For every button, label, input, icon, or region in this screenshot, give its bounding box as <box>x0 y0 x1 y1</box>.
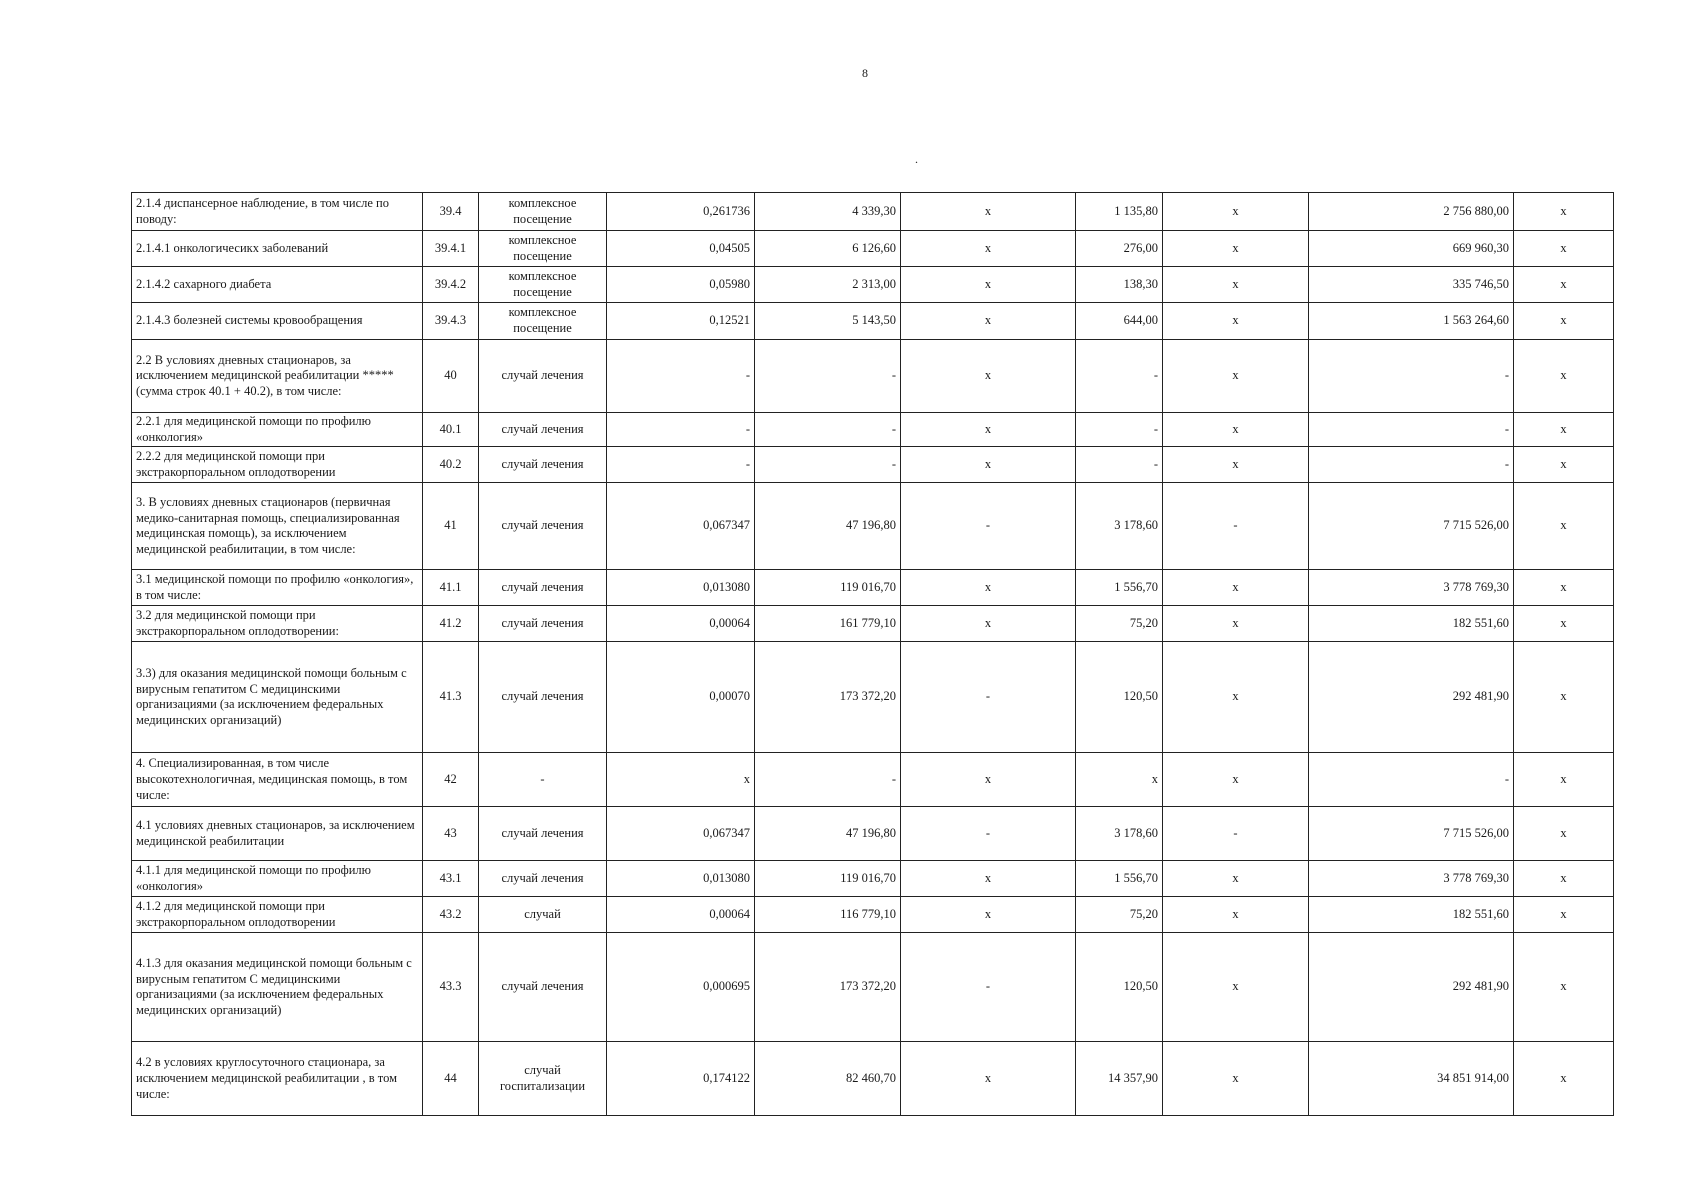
row-per-capita: 3 178,60 <box>1076 483 1163 570</box>
row-cost: 173 372,20 <box>755 642 901 753</box>
row-coefficient: 0,12521 <box>607 303 755 340</box>
row-col8: x <box>1163 413 1309 447</box>
row-unit: случай лечения <box>479 570 607 606</box>
row-col8: x <box>1163 1042 1309 1116</box>
row-name: 4. Специализированная, в том числе высокотехнологичная, медицинская помощь, в том числе: <box>132 753 423 807</box>
row-per-capita: 120,50 <box>1076 642 1163 753</box>
row-col10: x <box>1514 897 1614 933</box>
row-coefficient: 0,00064 <box>607 606 755 642</box>
row-unit: случай лечения <box>479 861 607 897</box>
row-coefficient: 0,067347 <box>607 483 755 570</box>
table-row <box>132 231 1614 267</box>
row-col10: x <box>1514 642 1614 753</box>
table-row <box>132 606 1614 642</box>
row-col10: x <box>1514 303 1614 340</box>
row-col10: x <box>1514 340 1614 413</box>
row-col6: x <box>901 753 1076 807</box>
row-total: 292 481,90 <box>1309 642 1514 753</box>
row-cost: 119 016,70 <box>755 861 901 897</box>
table-row <box>132 933 1614 1042</box>
row-per-capita: 138,30 <box>1076 267 1163 303</box>
row-coefficient: 0,00070 <box>607 642 755 753</box>
table-row <box>132 413 1614 447</box>
row-per-capita: 14 357,90 <box>1076 1042 1163 1116</box>
row-coefficient: 0,000695 <box>607 933 755 1042</box>
row-code: 41.2 <box>423 606 479 642</box>
row-col8: x <box>1163 753 1309 807</box>
row-col6: - <box>901 807 1076 861</box>
row-code: 39.4 <box>423 193 479 231</box>
row-name: 2.2 В условиях дневных стационаров, за исключением медицинской реабилитации ***** (сумма строк 40.1 + 40.2), в том числе: <box>132 340 423 413</box>
row-unit: случай лечения <box>479 642 607 753</box>
row-name: 3.2 для медицинской помощи при экстракорпоральном оплодотворении: <box>132 606 423 642</box>
row-col8: - <box>1163 807 1309 861</box>
row-cost: - <box>755 340 901 413</box>
row-coefficient: 0,174122 <box>607 1042 755 1116</box>
row-name: 2.1.4.1 онкологичесикх заболеваний <box>132 231 423 267</box>
row-unit: случай лечения <box>479 933 607 1042</box>
row-total: 2 756 880,00 <box>1309 193 1514 231</box>
row-col10: x <box>1514 807 1614 861</box>
row-unit: случай лечения <box>479 447 607 483</box>
row-col8: x <box>1163 642 1309 753</box>
row-code: 40.2 <box>423 447 479 483</box>
row-unit: случай лечения <box>479 340 607 413</box>
row-total: 292 481,90 <box>1309 933 1514 1042</box>
row-total: - <box>1309 753 1514 807</box>
row-col10: x <box>1514 447 1614 483</box>
row-code: 40 <box>423 340 479 413</box>
row-name: 3.1 медицинской помощи по профилю «онкология», в том числе: <box>132 570 423 606</box>
row-coefficient: 0,05980 <box>607 267 755 303</box>
row-code: 43.2 <box>423 897 479 933</box>
row-col6: - <box>901 483 1076 570</box>
row-per-capita: 1 135,80 <box>1076 193 1163 231</box>
row-code: 43 <box>423 807 479 861</box>
row-total: 3 778 769,30 <box>1309 570 1514 606</box>
row-col10: x <box>1514 413 1614 447</box>
row-name: 2.1.4.2 сахарного диабета <box>132 267 423 303</box>
row-per-capita: 276,00 <box>1076 231 1163 267</box>
row-total: - <box>1309 340 1514 413</box>
row-col6: x <box>901 861 1076 897</box>
table-row <box>132 897 1614 933</box>
row-name: 4.1.1 для медицинской помощи по профилю «онкология» <box>132 861 423 897</box>
row-coefficient: 0,04505 <box>607 231 755 267</box>
row-per-capita: 120,50 <box>1076 933 1163 1042</box>
row-total: 3 778 769,30 <box>1309 861 1514 897</box>
row-cost: 5 143,50 <box>755 303 901 340</box>
row-col10: x <box>1514 231 1614 267</box>
row-col8: x <box>1163 861 1309 897</box>
row-col10: x <box>1514 861 1614 897</box>
row-col8: x <box>1163 570 1309 606</box>
row-coefficient: - <box>607 413 755 447</box>
table-row <box>132 483 1614 570</box>
row-unit: случай лечения <box>479 807 607 861</box>
row-col8: x <box>1163 267 1309 303</box>
row-total: 182 551,60 <box>1309 897 1514 933</box>
row-unit: комплексное посещение <box>479 231 607 267</box>
table-row <box>132 861 1614 897</box>
row-cost: - <box>755 447 901 483</box>
row-col6: x <box>901 447 1076 483</box>
row-name: 2.2.2 для медицинской помощи при экстракорпоральном оплодотворении <box>132 447 423 483</box>
row-col10: x <box>1514 606 1614 642</box>
row-per-capita: 1 556,70 <box>1076 861 1163 897</box>
row-cost: - <box>755 753 901 807</box>
row-coefficient: x <box>607 753 755 807</box>
row-col6: x <box>901 193 1076 231</box>
row-col6: x <box>901 1042 1076 1116</box>
row-coefficient: 0,013080 <box>607 570 755 606</box>
row-col8: x <box>1163 606 1309 642</box>
row-per-capita: x <box>1076 753 1163 807</box>
row-per-capita: - <box>1076 340 1163 413</box>
row-total: 7 715 526,00 <box>1309 807 1514 861</box>
row-col6: x <box>901 897 1076 933</box>
row-cost: 4 339,30 <box>755 193 901 231</box>
row-per-capita: 75,20 <box>1076 897 1163 933</box>
row-code: 41 <box>423 483 479 570</box>
row-col8: x <box>1163 303 1309 340</box>
row-unit: - <box>479 753 607 807</box>
row-coefficient: - <box>607 340 755 413</box>
row-cost: 119 016,70 <box>755 570 901 606</box>
row-per-capita: 644,00 <box>1076 303 1163 340</box>
row-total: 182 551,60 <box>1309 606 1514 642</box>
row-col8: x <box>1163 193 1309 231</box>
row-code: 43.1 <box>423 861 479 897</box>
row-cost: 6 126,60 <box>755 231 901 267</box>
row-name: 2.1.4.3 болезней системы кровообращения <box>132 303 423 340</box>
row-coefficient: 0,261736 <box>607 193 755 231</box>
row-cost: 116 779,10 <box>755 897 901 933</box>
row-total: 669 960,30 <box>1309 231 1514 267</box>
row-cost: - <box>755 413 901 447</box>
row-col6: x <box>901 231 1076 267</box>
row-unit: случай лечения <box>479 483 607 570</box>
row-col10: x <box>1514 753 1614 807</box>
row-cost: 82 460,70 <box>755 1042 901 1116</box>
row-total: - <box>1309 413 1514 447</box>
table-row <box>132 303 1614 340</box>
row-col6: x <box>901 267 1076 303</box>
row-col8: x <box>1163 447 1309 483</box>
row-per-capita: - <box>1076 413 1163 447</box>
table-row <box>132 1042 1614 1116</box>
row-col8: - <box>1163 483 1309 570</box>
table-row <box>132 570 1614 606</box>
row-unit: комплексное посещение <box>479 193 607 231</box>
table-row <box>132 753 1614 807</box>
row-cost: 47 196,80 <box>755 807 901 861</box>
page-dot: . <box>915 152 918 166</box>
row-code: 40.1 <box>423 413 479 447</box>
row-cost: 2 313,00 <box>755 267 901 303</box>
row-total: 335 746,50 <box>1309 267 1514 303</box>
row-total: - <box>1309 447 1514 483</box>
row-name: 4.1 условиях дневных стационаров, за исключением медицинской реабилитации <box>132 807 423 861</box>
row-col6: x <box>901 606 1076 642</box>
row-col10: x <box>1514 483 1614 570</box>
document-table <box>131 192 1614 1116</box>
table-row <box>132 807 1614 861</box>
row-total: 1 563 264,60 <box>1309 303 1514 340</box>
row-code: 39.4.1 <box>423 231 479 267</box>
row-unit: комплексное посещение <box>479 303 607 340</box>
row-unit: комплексное посещение <box>479 267 607 303</box>
row-col10: x <box>1514 933 1614 1042</box>
table-row <box>132 193 1614 231</box>
row-col8: x <box>1163 933 1309 1042</box>
row-cost: 173 372,20 <box>755 933 901 1042</box>
row-cost: 47 196,80 <box>755 483 901 570</box>
row-col8: x <box>1163 231 1309 267</box>
page-number: 8 <box>862 66 868 80</box>
row-code: 41.3 <box>423 642 479 753</box>
row-code: 43.3 <box>423 933 479 1042</box>
row-col6: x <box>901 570 1076 606</box>
row-code: 42 <box>423 753 479 807</box>
row-unit: случай лечения <box>479 606 607 642</box>
row-cost: 161 779,10 <box>755 606 901 642</box>
row-unit: случай госпитализации <box>479 1042 607 1116</box>
row-coefficient: 0,067347 <box>607 807 755 861</box>
row-name: 4.2 в условиях круглосуточного стационара, за исключением медицинской реабилитации , в том числе: <box>132 1042 423 1116</box>
row-name: 2.2.1 для медицинской помощи по профилю «онкология» <box>132 413 423 447</box>
row-unit: случай лечения <box>479 413 607 447</box>
row-col6: - <box>901 642 1076 753</box>
row-per-capita: 75,20 <box>1076 606 1163 642</box>
row-col6: x <box>901 340 1076 413</box>
row-col10: x <box>1514 1042 1614 1116</box>
row-per-capita: 3 178,60 <box>1076 807 1163 861</box>
row-total: 34 851 914,00 <box>1309 1042 1514 1116</box>
row-col10: x <box>1514 570 1614 606</box>
row-col6: x <box>901 303 1076 340</box>
row-col10: x <box>1514 193 1614 231</box>
row-unit: случай <box>479 897 607 933</box>
row-code: 41.1 <box>423 570 479 606</box>
row-code: 39.4.3 <box>423 303 479 340</box>
row-code: 39.4.2 <box>423 267 479 303</box>
table-row <box>132 340 1614 413</box>
table-row <box>132 642 1614 753</box>
table-row <box>132 267 1614 303</box>
row-per-capita: 1 556,70 <box>1076 570 1163 606</box>
row-col8: x <box>1163 897 1309 933</box>
row-code: 44 <box>423 1042 479 1116</box>
row-col6: - <box>901 933 1076 1042</box>
row-name: 4.1.3 для оказания медицинской помощи больным с вирусным гепатитом С медицинскими организациями (за исключением федеральных медицинских организаций) <box>132 933 423 1042</box>
row-col6: x <box>901 413 1076 447</box>
row-col10: x <box>1514 267 1614 303</box>
row-per-capita: - <box>1076 447 1163 483</box>
row-coefficient: - <box>607 447 755 483</box>
row-coefficient: 0,013080 <box>607 861 755 897</box>
row-coefficient: 0,00064 <box>607 897 755 933</box>
row-name: 4.1.2 для медицинской помощи при экстракорпоральном оплодотворении <box>132 897 423 933</box>
row-name: 2.1.4 диспансерное наблюдение, в том числе по поводу: <box>132 193 423 231</box>
table-row <box>132 447 1614 483</box>
row-name: 3. В условиях дневных стационаров (первичная медико-санитарная помощь, специализированная медицинская помощь), за исключением медицинской реабилитации, в том числе: <box>132 483 423 570</box>
table-body <box>132 193 1614 1116</box>
row-total: 7 715 526,00 <box>1309 483 1514 570</box>
row-col8: x <box>1163 340 1309 413</box>
row-name: 3.3) для оказания медицинской помощи больным с вирусным гепатитом С медицинскими организациями (за исключением федеральных медицинских организаций) <box>132 642 423 753</box>
